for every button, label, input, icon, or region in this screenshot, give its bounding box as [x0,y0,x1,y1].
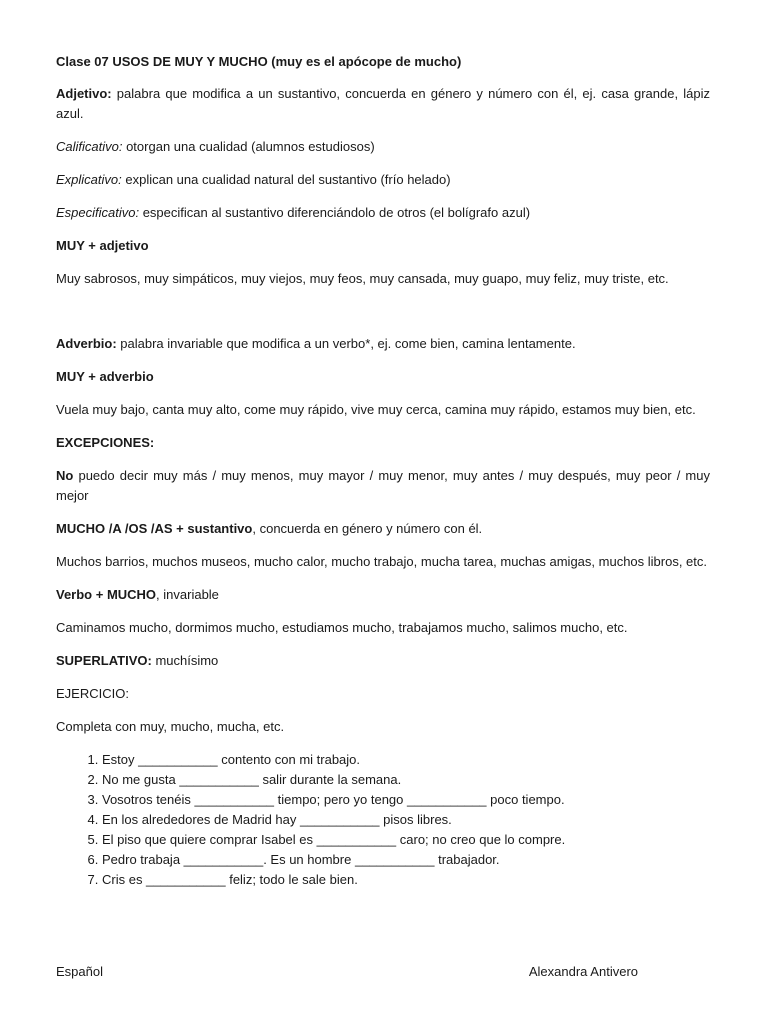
adjetivo-term: Adjetivo: [56,86,112,101]
document-title: Clase 07 USOS DE MUY Y MUCHO (muy es el apócope de mucho) [56,54,462,69]
verbo-mucho-examples: Caminamos mucho, dormimos mucho, estudiamos mucho, trabajamos mucho, salimos mucho, etc. [56,620,628,635]
calificativo-definition [56,137,710,157]
muy-adjetivo-examples: Muy sabrosos, muy simpáticos, muy viejos, muy feos, muy cansada, muy guapo, muy feliz, muy triste, etc. [56,271,669,286]
especificativo-text: especifican al sustantivo diferenciándolo de otros (el bolígrafo azul) [139,205,531,220]
mucho-sustantivo-term: MUCHO /A /OS /AS + sustantivo [56,521,253,536]
explicativo-term: Explicativo: [56,172,122,187]
adverbio-term: Adverbio: [56,336,117,351]
adjetivo-definition [56,84,710,124]
exercise-item: 6. Pedro trabaja ___________. Es un hombre ___________ trabajador. [102,850,710,870]
excepciones-body: puedo decir muy más / muy menos, muy mayor / muy menor, muy antes / muy después, muy peor / muy mejor [56,468,710,503]
verbo-mucho-text: , invariable [156,587,219,602]
muy-adverbio-examples: Vuela muy bajo, canta muy alto, come muy rápido, vive muy cerca, camina muy rápido, estamos muy bien, etc. [56,402,696,417]
verbo-mucho-term: Verbo + MUCHO [56,587,157,602]
exercise-item: 5. El piso que quiere comprar Isabel es ___________ caro; no creo que lo compre. [102,830,710,850]
mucho-sustantivo-rule [56,519,710,539]
excepciones-text [56,466,710,506]
excepciones-term: No [56,468,74,483]
adverbio-definition [56,334,710,354]
exercise-item: 1. Estoy ___________ contento con mi trabajo. [102,750,710,770]
mucho-sustantivo-text: , concuerda en género y número con él. [252,521,483,536]
document-page [56,52,710,890]
ejercicio-heading: EJERCICIO: [56,686,129,701]
mucho-sustantivo-examples: Muchos barrios, muchos museos, mucho calor, mucho trabajo, mucha tarea, muchas amigas, muchos libros, etc. [56,554,708,569]
verbo-mucho-rule [56,585,710,605]
spacer [56,302,710,334]
muy-adverbio-heading-text: MUY + adverbio [56,369,154,384]
excepciones-heading-text: EXCEPCIONES: [56,435,155,450]
especificativo-definition [56,203,710,223]
superlativo-rule [56,651,710,671]
excepciones-heading [56,433,710,453]
exercise-item: 7. Cris es ___________ feliz; todo le sale bien. [102,870,710,890]
exercise-item: 3. Vosotros tenéis ___________ tiempo; pero yo tengo ___________ poco tiempo. [102,790,710,810]
exercise-list [56,750,710,890]
calificativo-term: Calificativo: [56,139,123,154]
footer-right: Alexandra Antivero [528,964,638,979]
muy-adjetivo-heading [56,236,710,256]
ejercicio-instruction: Completa con muy, mucho, mucha, etc. [56,719,285,734]
explicativo-text: explican una cualidad natural del sustantivo (frío helado) [121,172,451,187]
adjetivo-text: palabra que modifica a un sustantivo, concuerda en género y número con él, ej. casa grande, lápiz azul. [56,86,710,121]
muy-adjetivo-heading-text: MUY + adjetivo [56,238,149,253]
superlativo-text: muchísimo [151,653,219,668]
explicativo-definition [56,170,710,190]
muy-adverbio-heading [56,367,710,387]
calificativo-text: otorgan una cualidad (alumnos estudiosos) [122,139,375,154]
footer-left: Español [56,964,103,979]
exercise-item: 2. No me gusta ___________ salir durante la semana. [102,770,710,790]
superlativo-term: SUPERLATIVO: [56,653,152,668]
adverbio-text: palabra invariable que modifica a un verbo*, ej. come bien, camina lentamente. [116,336,576,351]
especificativo-term: Especificativo: [56,205,140,220]
exercise-item: 4. En los alrededores de Madrid hay ___________ pisos libres. [102,810,710,830]
